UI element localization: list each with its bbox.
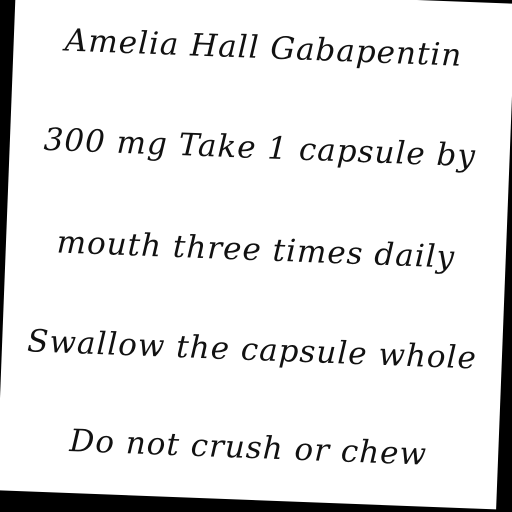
text-line-swallow-instruction: Swallow the capsule whole <box>26 323 478 377</box>
text-line-dose-instruction: 300 mg Take 1 capsule by <box>43 121 477 175</box>
text-line-frequency: mouth three times daily <box>56 224 456 276</box>
text-line-warning: Do not crush or chew <box>68 422 428 473</box>
text-line-patient-medication: Amelia Hall Gabapentin <box>64 22 463 74</box>
